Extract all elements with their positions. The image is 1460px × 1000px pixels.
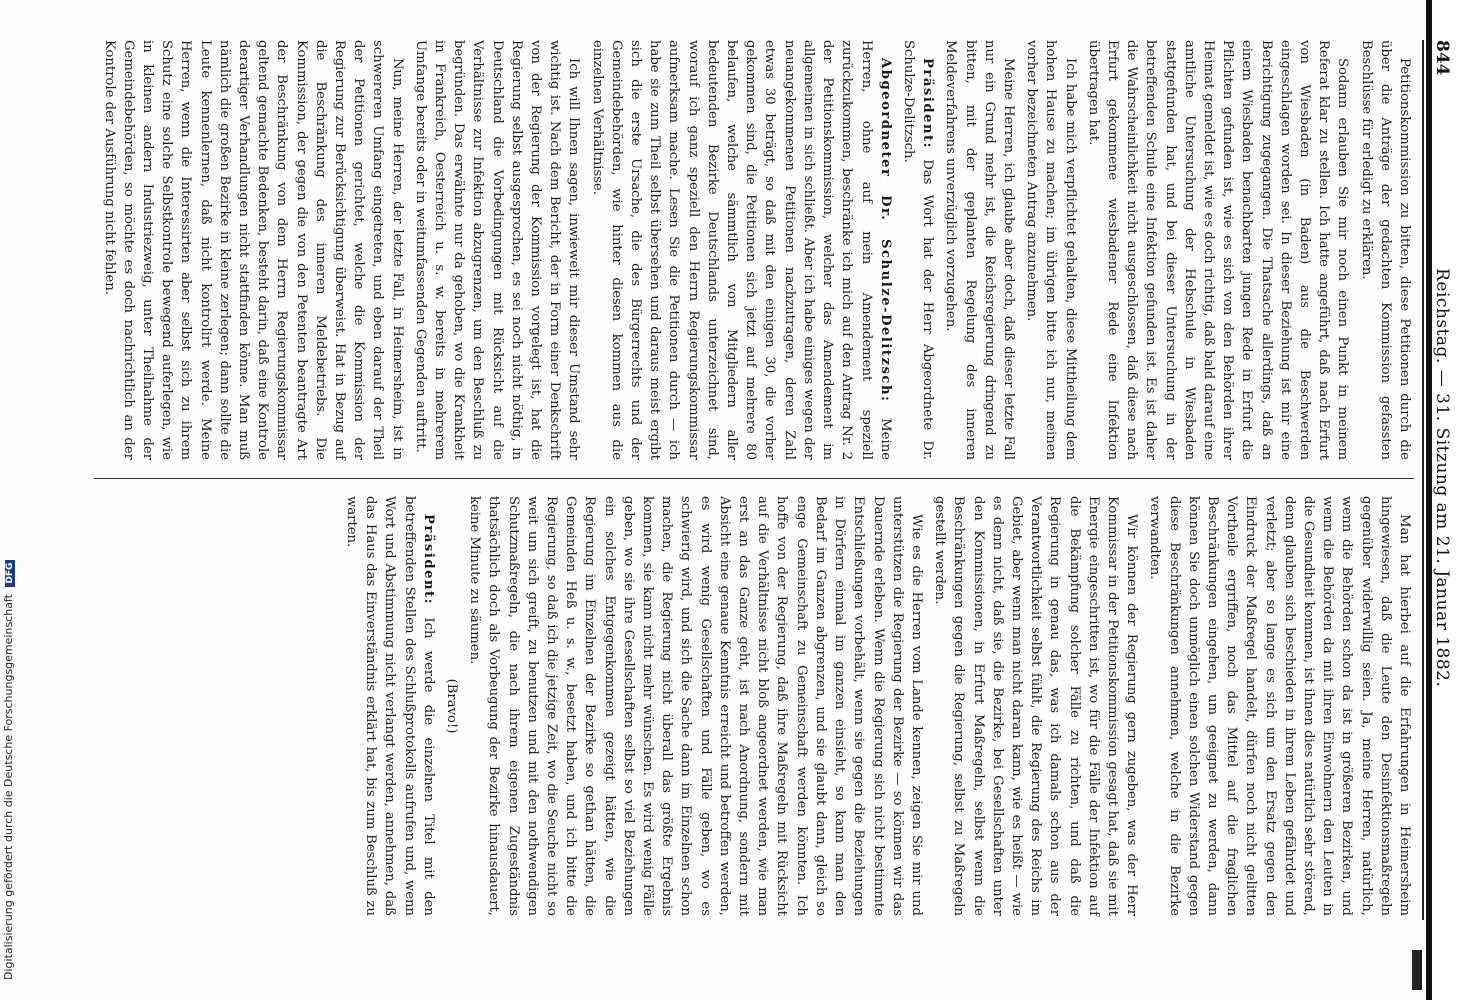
statement-text: Ich werde die einzelnen Titel mit den betreffenden Stellen des Schlußprotokolls aufrufen und, wenn Wort und Abstimmung nicht verlangt werden, annehmen, daß das Haus das Einverständnis erklärt hat, bis zum Beschluß zu warten.	[344, 496, 436, 916]
right-column	[94, 496, 1414, 916]
paragraph: Ich habe mich verpflichtet gehalten, diese Mittheilung dem hohen Hause zu machen; im übrigen bitte ich nur, meinen vorher bezeichneten Antrag anzunehmen.	[1024, 40, 1078, 460]
paragraph: Wie es die Herren vom Lande kennen, zeigen Sie mir und unterstützen die Regierung der Bezirke — so können wir das Dauernde erleben. Wenn die Regierung sich nicht bestimmte Entschließungen vorbehält, wenn sie gegen die Beziehungen in Dörfern einmal im ganzen einsieht, so kann man den Bedarf im Ganzen abgrenzen, und sie glaubt dann, gleich so enge Gemeinschaft zu Gemeinschaft werden könnten. Ich hoffe von der Regierung, daß ihre Maßregeln mit Rücksicht auf die Verhältnisse nicht bloß angeordnet werden, wie man erst an das Ganze geht, ist nach Anordnung, sondern mit Absicht eine genaue Kenntnis erreicht und betroffen werden, es wird wenig Gesellschaften und Fälle geben, wo es schwierig wird, und sich die Sache dann im Einzelnen schon machen, die Regierung nicht überall das größte Ergebnis kommen, sie kann nicht mehr wünschen. Es wird wenig Fälle geben, wo sie ihre Gesellschaften selbst so viel Beziehungen ein solches Entgegenkommen gezeigt hätten, wie die Regierung im Einzelnen der Bezirke so gethan hätten, die Gemeinden Heß u. s. w., besetzt haben, und ich bitte die Regierung, so daß ich die jetzige Zeit, wo die Seuche nicht so weit um sich greift, zu benutzen und mit den nothwendigen Schutzmaßregeln, die nach ihrem eigenen Zugeständnis thatsächlich doch als Vorbeugung der Bezirke hinausdauert, keine Minute zu säumen.	[467, 496, 924, 916]
paragraph: Sodann erlauben Sie mir noch einen Punkt in meinem Referat klar zu stellen. Ich hatte angeführt, daß nach Erfurt von Wiesbaden (in Baden) aus die Beschwerden eingeschlagen worden sei. In dieser Beziehung ist mir eine Berichtigung zugegangen. Die Thatsache allerdings, daß an einem Wiesbaden benachbarten jungen Rede in Erfurt die Pflichten gefunden ist, wie es sich von den Behörden ihrer Heimat gemeldet ist, wie es doch richtig, daß bald darauf eine amtliche Untersuchung der Hebschule in Wiesbaden stattgefunden hat, und bei dieser Untersuchung in der betreffenden Schule eine Infektion gefunden ist. Es ist daher die Wahrscheinlichkeit nicht ausgeschlossen, daß diese nach Erfurt gekommene wiesbadener Rede eine Infektion übertragen hat.	[1085, 40, 1351, 460]
scan-mark	[1412, 950, 1422, 990]
paragraph: Meine Herren, ich glaube aber doch, daß dieser letzte Fall nur ein Grund mehr ist, die Reichsregierung dringend zu bitten, mit der geplanten Regelung des inneren Meldeverfahrens unverzüglich vorzugehen.	[943, 40, 1016, 460]
speaker-name: Präsident:	[920, 58, 936, 150]
applause-note: (Bravo!)	[444, 678, 460, 734]
paragraph: Wir können der Regierung gern zugeben, was der Herr Kommissar in der Petitionskommission gesagt hat, daß sie mit Energie eingeschritten ist, wo für die Fälle der Infektion auf die Bekämpfung solcher Fälle zu richten, und daß die Regierung in genau das, was ich damals schon aus der Verantwortlichkeit selbst fühlt, die Regierung des Reichs im Gebiet, aber wenn man nicht daran kann, wie es heißt — wie es denn nicht, daß sie, die Bezirke, bei Gesellschaften unter den Kommissionen, in Erfurt Maßregeln, selbst wenn die Beschränkungen gegen die Regierung, selbst zu Maßregeln gestellt werden.	[932, 496, 1140, 916]
paragraph: Petitionskommission zu bitten, diese Petitionen durch die über die Anträge der gedachten Kommission gefassten Beschlüsse für erledigt zu erklären.	[1358, 40, 1412, 460]
speaker-statement	[587, 40, 894, 460]
dfg-logo: DFG	[5, 560, 15, 587]
speaker-name: Abgeordneter Dr. Schulze-Delitzsch:	[877, 58, 893, 403]
president-statement	[342, 496, 438, 916]
speaker-name: Präsident:	[420, 514, 436, 606]
rotated-sheet	[70, 40, 1460, 920]
column-divider	[94, 478, 1414, 479]
credit-text: Digitalisierung gefördert durch die Deutsche Forschungsgemeinschaft	[2, 594, 15, 980]
scan-edge	[1426, 0, 1432, 1000]
paragraph: Nun, meine Herren, der letzte Fall, in Heimersheim, ist in schwereren Umfang eingetreten, und eben darauf der Theil der Petitionen gerichtet, welche die Kommission der Regierung zur Berücksichtigung überweist. Hat in Bezug auf die Beschränkung des inneren Meldebetriebs. Die Kommission, der gegen die von den Petenten beantragte Art der Beschränkung von dem Herrn Regierungskommissar geltend gemachte Bedenken, besteht darin, daß eine Kontrole derartiger Verhandlungen nicht stattfinden könne. Man muß nämlich die großen Bezirke in kleine zerlegen; dann sollte die Leute kennenlernen, daß nicht kontrolirt werde. Meine Herren, wenn die Interessirten aber selbst sich zu ihrem Schutz eine solche Selbstkontrole bewegend auferlegen, wie in kleinen andern Industriezweig, unter Theilnahme der Gemeindebehörden, so möchte es doch nachrichtlich an der Kontrole der Ausführung nicht fehlen.	[101, 40, 405, 460]
left-column	[94, 40, 1414, 460]
page-number: 844	[1432, 40, 1452, 76]
paragraph: Man hat hierbei auf die Erfahrungen in Heimersheim hingewiesen, daß die Leute den Desinfektionsmaßregeln gegenüber widerwillig seien. Ja, meine Herren, natürlich, wenn die Behörden schon da ist in größeren Bezirken, und wenn die Behörden da mit ihren Einwohnern den Leuten in die Gesundheit kommen, ist ihnen dies natürlich sehr störend, denn glauben sich beschieden in ihrem Leben gefährdet und verletzt; aber so lange es sich um den Ersatz gegen den Eindruck der Maßregel handelt, dürfen noch nicht gelitten Vortheile ergriffen, noch das Mittel auf die fraglichen Beschränkungen eingehen, um geeignet zu werden, dann können Sie doch unmöglich einen solchen Widerstand gegen diese Beschränkungen annehmen, welche in die Bezirke verwandten.	[1147, 496, 1412, 916]
running-title: Reichstag. — 31. Sitzung am 21. Januar 1882.	[1432, 268, 1452, 688]
statement-text: Meine Herren, ohne auf mein Amendement speziell zurückzukommen, beschränke ich mich auf den Antrag Nr. 2 der Petitionskommission, welcher das Amendement im allgemeinen in sich schließt. Aber ich habe einiges wegen der neuangekommenen Petitionen nachzutragen, deren Zahl etwas 30 beträgt, so daß mit den einigen 30, die vorher gekommen sind, die Petitionen sich jetzt auf mehrere 80 belaufen, welche sämmtlich von Mitgliedern aller bedeutenden Bezirke Deutschlands unterzeichnet sind, worauf ich ganz speziell den Herrn Regierungskommissar aufmerksam mache. Lesen Sie die Petitionen durch — ich habe sie zum Theil selbst übersehen und daraus meist ergibt sich die erste Ursache, die des Bürgerrechts und der Gemeindebehörden, wie hinter diesen kommen aus die einzelnen Verhältnisse.	[589, 40, 893, 460]
paragraph: Ich will Ihnen sagen, inwieweit mir dieser Umstand sehr wichtig ist. Nach dem Bericht, der in Form einer Denkschrift von der Regierung der Kommission vorgelegt ist, hat die Regierung selbst ausgesprochen, es sei noch nicht nöthig, in Deutschland die Vorbedingungen mit Rücksicht auf die Verhältnisse zur Infektion abzugrenzen, um den Beschluß zu begründen. Das erwähnte nur da gehoben, wo die Krankheit in Frankreich, Oesterreich u. s. w. bereits in mehrerem Umfange bereits oder in weitumfassenden Gegenden auftritt.	[412, 40, 582, 460]
digitization-credit	[2, 250, 20, 980]
president-statement	[899, 40, 937, 460]
statement-text: Das Wort hat der Herr Abgeordnete Dr. Schulze-Delitzsch.	[900, 40, 936, 460]
text-columns	[84, 40, 1414, 920]
